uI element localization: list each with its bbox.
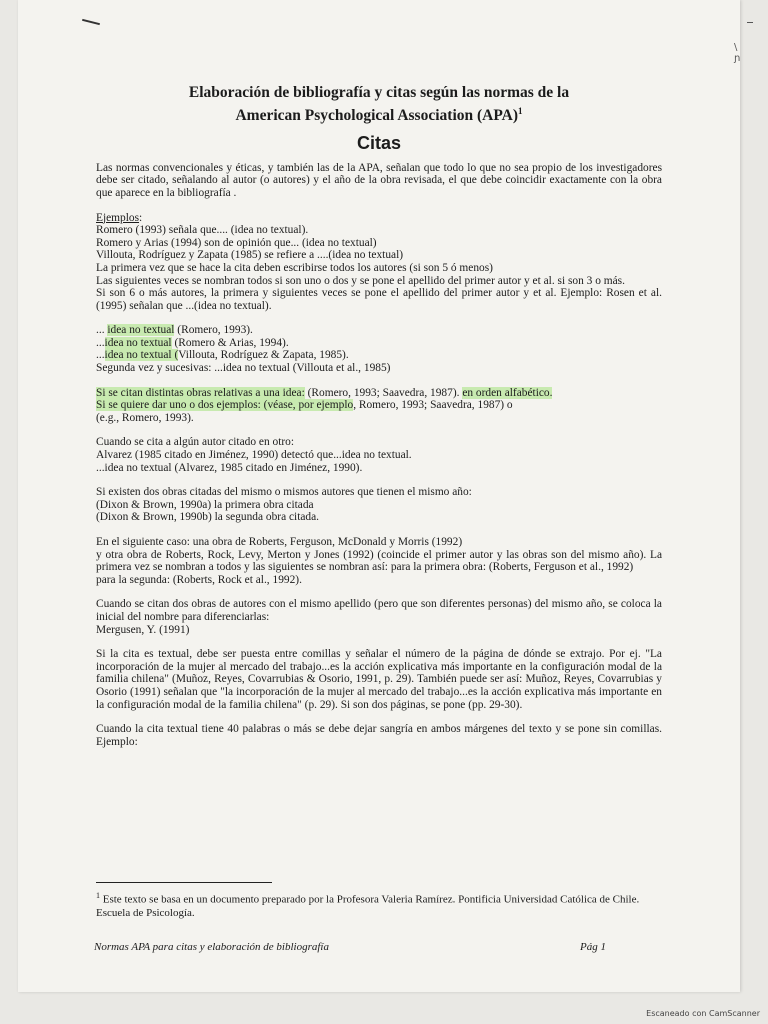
intro-paragraph: Las normas convencionales y éticas, y también las de la APA, señalan que todo lo que no sea propio de los investigadores debe ser citado, señalando al autor (o autores) y el año de la obra revisada, el que debe coincidir exactamente con la obra que aparece en la bibliografía . bbox=[96, 161, 662, 199]
idea-line: ...idea no textual (Romero & Arias, 1994). bbox=[96, 336, 289, 349]
corner-dash bbox=[747, 22, 753, 23]
mismo-apellido-block: Cuando se citan dos obras de autores con el mismo apellido (pero que son diferentes personas) del mismo año, se coloca la inicial del nombre para diferenciarlas: Mergusen, Y. (1991) bbox=[96, 598, 662, 636]
idea-block bbox=[96, 324, 662, 374]
ejemplo-line: Las siguientes veces se nombran todos si son uno o dos y se pone el apellido del primer autor y et al. si son 3 o más. bbox=[96, 274, 625, 287]
highlight: Si se citan distintas obras relativas a una idea: bbox=[96, 386, 305, 399]
title-line-1: Elaboración de bibliografía y citas según las normas de la bbox=[188, 84, 570, 101]
highlight: en orden alfabético. bbox=[462, 386, 553, 399]
idea-line: ...idea no textual (Villouta, Rodríguez & Zapata, 1985). bbox=[96, 349, 349, 362]
mismo-ano-block: Si existen dos obras citadas del mismo o mismos autores que tienen el mismo año: (Dixon & Brown, 1990a) la primera obra citada (Dixon & Brown, 1990b) la segunda obra citada. bbox=[96, 486, 472, 524]
page-footer bbox=[94, 941, 606, 953]
highlight: Si se quiere dar uno o dos ejemplos: (véase, por ejemplo bbox=[96, 399, 354, 412]
corner-mark: \ ɲ bbox=[734, 42, 741, 64]
ejemplo-line: Si son 6 o más autores, la primera y siguientes veces se pone el apellido del primer autor y et al. Ejemplo: Rosen et al. (1995) señalan que ...(idea no textual). bbox=[96, 287, 662, 312]
idea-line: Segunda vez y sucesivas: ...idea no textual (Villouta et al., 1985) bbox=[96, 362, 391, 375]
title-line-2: American Psychological Association (APA) bbox=[235, 107, 519, 125]
scanner-watermark: Escaneado con CamScanner bbox=[646, 1009, 760, 1018]
cuarenta-paragraph: Cuando la cita textual tiene 40 palabras o más se debe dejar sangría en ambos márgenes del texto y se pone sin comillas. Ejemplo: bbox=[96, 723, 662, 748]
footnote-rule bbox=[96, 882, 272, 883]
siguiente-caso-block: En el siguiente caso: una obra de Roberts, Ferguson, McDonald y Morris (1992) y otra obra de Roberts, Rock, Levy, Merton y Jones (1992) (coincide el primer autor y las obras son del mismo año). La primera vez se nombran a todos y las siguientes se nombran así: para la primera obra: (Roberts, Ferguson et al., 1992) para la segunda: (Roberts, Rock et al., 1992). bbox=[96, 536, 662, 586]
footnote-text: Este texto se basa en un documento preparado por la Profesora Valeria Ramírez. Pontificia Universidad Católica de Chile. Escuela de Psicología. bbox=[96, 893, 640, 919]
ejemplo-line: Romero (1993) señala que.... (idea no textual). bbox=[96, 224, 309, 237]
ejemplos-block: Ejemplos: Romero (1993) señala que.... (idea no textual). Romero y Arias (1994) son de opinión que... (idea no textual) Villouta, Rodríguez y Zapata (1985) se refiere a ....(idea no textual) La primera vez que se hace la cita deben escribirse todos los autores (si son 5 ó menos) Las siguientes veces se nombran todos si son uno o dos y se pone el apellido del primer autor y et al. si son 3 o más. Si son 6 o más autores, la primera y siguientes veces se pone el apellido del primer autor y et al. Ejemplo: Rosen et al. (1995) señalan que ...(idea no textual). bbox=[96, 211, 662, 312]
highlight: idea no textual bbox=[104, 336, 172, 349]
textual-paragraph: Si la cita es textual, debe ser puesta entre comillas y señalar el número de la página de dónde se extrajo. Por ej. "La incorporación de la mujer al mercado del trabajo...es la acción explicativa más importante en la configuración modal de la familia chilena" (Muñoz, Reyes, Covarrubias & Osorio, 1991, p. 29). También puede ser así: Muñoz, Reyes, Covarrubias y Osorio (1991) señalan que "la incorporación de la mujer al mercado del trabajo...es la acción explicativa más importante en la configuración modal de la familia chilena" (p. 29). Si son dos páginas, se pone (pp. 29-30). bbox=[96, 648, 662, 711]
ejemplo-line: La primera vez que se hace la cita deben escribirse todos los autores (si son 5 ó menos) bbox=[96, 261, 493, 274]
ejemplo-line: Romero y Arias (1994) son de opinión que... (idea no textual) bbox=[96, 236, 377, 249]
section-heading: Citas bbox=[356, 133, 401, 154]
pen-mark bbox=[82, 19, 100, 25]
highlight: idea no textual bbox=[107, 324, 175, 337]
document-title bbox=[96, 84, 662, 125]
title-footnote-ref: 1 bbox=[518, 106, 523, 116]
highlight: idea no textual ( bbox=[104, 349, 179, 362]
footnote-number: 1 bbox=[96, 891, 100, 900]
distintas-block: Si se citan distintas obras relativas a una idea: (Romero, 1993; Saavedra, 1987). en orden alfabético. Si se quiere dar uno o dos ejemplos: (véase, por ejemplo, Romero, 1993; Saavedra, 1987) o (e.g., Romero, 1993). bbox=[96, 386, 553, 424]
footer-title: Normas APA para citas y elaboración de bibliografía bbox=[94, 941, 329, 953]
page-number: Pág 1 bbox=[580, 941, 606, 953]
citado-block: Cuando se cita a algún autor citado en otro: Alvarez (1985 citado en Jiménez, 1990) detectó que...idea no textual. ...idea no textual (Alvarez, 1985 citado en Jiménez, 1990). bbox=[96, 436, 412, 474]
ejemplos-heading: Ejemplos bbox=[96, 211, 140, 224]
document-body bbox=[96, 84, 662, 760]
ejemplo-line: Villouta, Rodríguez y Zapata (1985) se refiere a ....(idea no textual) bbox=[96, 249, 404, 262]
idea-line: ... idea no textual (Romero, 1993). bbox=[96, 324, 253, 337]
footnote bbox=[96, 889, 662, 920]
